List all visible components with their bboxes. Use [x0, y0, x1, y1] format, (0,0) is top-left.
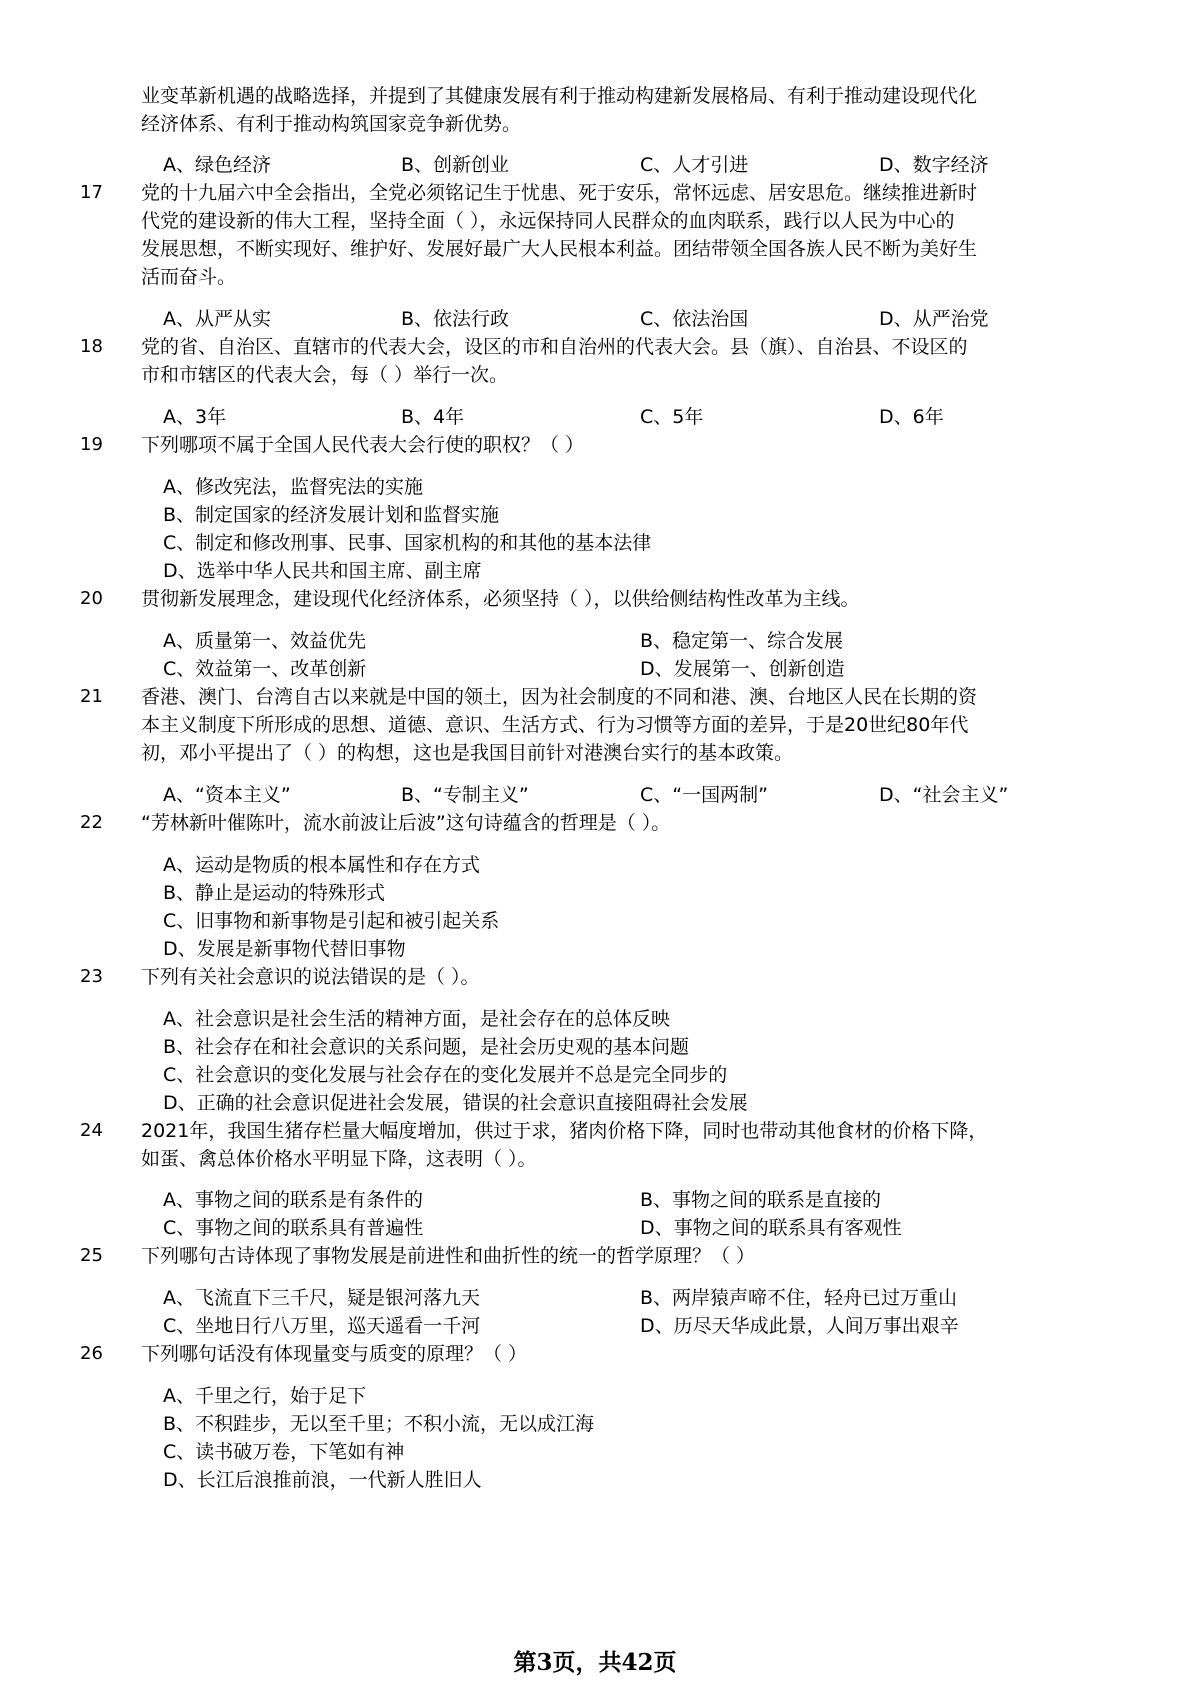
option-b: B、4年 [401, 406, 465, 428]
question-text-line: 下列哪句古诗体现了事物发展是前进性和曲折性的统一的哲学原理？（ ） [141, 1245, 756, 1267]
question-text-line: 业变革新机遇的战略选择，并提到了其健康发展有利于推动构建新发展格局、有利于推动建设现代化 [141, 85, 978, 107]
option-d: D、正确的社会意识促进社会发展，错误的社会意识直接阻碍社会发展 [163, 1092, 748, 1114]
option-d: D、6年 [879, 406, 944, 428]
option-d: D、长江后浪推前浪，一代新人胜旧人 [163, 1469, 482, 1491]
question-number: 22 [80, 812, 103, 833]
question-number: 25 [80, 1245, 103, 1266]
option-a: A、飞流直下三千尺，疑是银河落九天 [163, 1287, 480, 1309]
option-a: A、运动是物质的根本属性和存在方式 [163, 854, 480, 876]
question-text-line: 初，邓小平提出了（ ）的构想，这也是我国目前针对港澳台实行的基本政策。 [141, 742, 794, 764]
option-c: C、5年 [640, 406, 704, 428]
question-text-line: 本主义制度下所形成的思想、道德、意识、生活方式、行为习惯等方面的差异，于是20世纪80年代 [141, 714, 969, 736]
option-b: B、依法行政 [401, 308, 510, 330]
question-number: 19 [80, 434, 103, 455]
option-b: B、稳定第一、综合发展 [640, 630, 844, 652]
option-b: B、“专制主义” [401, 784, 529, 806]
option-c: C、读书破万卷，下笔如有神 [163, 1441, 405, 1463]
option-b: B、创新创业 [401, 154, 510, 176]
question-text-line: “芳林新叶催陈叶，流水前波让后波”这句诗蕴含的哲理是（ ）。 [141, 812, 671, 834]
option-d: D、从严治党 [879, 308, 989, 330]
question-text-line: 贯彻新发展理念，建设现代化经济体系，必须坚持（ ），以供给侧结构性改革为主线。 [141, 588, 860, 610]
question-number: 26 [80, 1343, 103, 1364]
option-a: A、从严从实 [163, 308, 271, 330]
option-b: B、制定国家的经济发展计划和监督实施 [163, 504, 500, 526]
option-d: D、事物之间的联系具有客观性 [640, 1217, 902, 1239]
option-d: D、发展第一、创新创造 [640, 658, 845, 680]
option-d: D、历尽天华成此景，人间万事出艰辛 [640, 1315, 959, 1337]
option-a: A、“资本主义” [163, 784, 291, 806]
option-d: D、数字经济 [879, 154, 989, 176]
option-c: C、人才引进 [640, 154, 749, 176]
question-text-line: 发展思想，不断实现好、维护好、发展好最广大人民根本利益。团结带领全国各族人民不断为美好生 [141, 238, 978, 260]
option-a: A、修改宪法，监督宪法的实施 [163, 476, 423, 498]
question-number: 21 [80, 686, 103, 707]
option-a: A、社会意识是社会生活的精神方面，是社会存在的总体反映 [163, 1008, 670, 1030]
option-a: A、3年 [163, 406, 227, 428]
option-c: C、制定和修改刑事、民事、国家机构的和其他的基本法律 [163, 532, 652, 554]
question-number: 18 [80, 336, 103, 357]
option-b: B、不积跬步，无以至千里；不积小流，无以成江海 [163, 1413, 595, 1435]
option-c: C、坐地日行八万里，巡天遥看一千河 [163, 1315, 481, 1337]
option-c: C、旧事物和新事物是引起和被引起关系 [163, 910, 500, 932]
question-text-line: 下列有关社会意识的说法错误的是（ ）。 [141, 966, 480, 988]
page-footer: 第3页，共42页 [513, 1649, 677, 1676]
option-b: B、两岸猿声啼不住，轻舟已过万重山 [640, 1287, 958, 1309]
option-b: B、事物之间的联系是直接的 [640, 1189, 882, 1211]
option-c: C、事物之间的联系具有普遍性 [163, 1217, 424, 1239]
option-b: B、静止是运动的特殊形式 [163, 882, 386, 904]
question-text-line: 市和市辖区的代表大会，每（ ）举行一次。 [141, 364, 509, 386]
option-b: B、社会存在和社会意识的关系问题，是社会历史观的基本问题 [163, 1036, 690, 1058]
option-d: D、“社会主义” [879, 784, 1009, 806]
option-a: A、千里之行，始于足下 [163, 1385, 366, 1407]
question-text-line: 活而奋斗。 [141, 266, 237, 288]
question-text-line: 党的省、自治区、直辖市的代表大会，设区的市和自治州的代表大会。县（旗）、自治县、不设区的 [141, 336, 968, 358]
question-text-line: 代党的建设新的伟大工程，坚持全面（ ），永远保持同人民群众的血肉联系，践行以人民为中心的 [141, 210, 955, 232]
option-c: C、依法治国 [640, 308, 749, 330]
question-number: 17 [80, 182, 103, 203]
question-text-line: 党的十九届六中全会指出，全党必须铭记生于忧患、死于安乐，常怀远虑、居安思危。继续推进新时 [141, 182, 978, 204]
question-number: 23 [80, 966, 103, 987]
option-c: C、社会意识的变化发展与社会存在的变化发展并不总是完全同步的 [163, 1064, 728, 1086]
question-text-line: 下列哪项不属于全国人民代表大会行使的职权？（ ） [141, 434, 585, 456]
option-a: A、质量第一、效益优先 [163, 630, 366, 652]
question-text-line: 如蛋、禽总体价格水平明显下降，这表明（ ）。 [141, 1148, 537, 1170]
question-number: 20 [80, 588, 103, 609]
option-c: C、效益第一、改革创新 [163, 658, 367, 680]
option-d: D、发展是新事物代替旧事物 [163, 938, 406, 960]
option-a: A、事物之间的联系是有条件的 [163, 1189, 423, 1211]
option-a: A、绿色经济 [163, 154, 271, 176]
question-text-line: 经济体系、有利于推动构筑国家竞争新优势。 [141, 113, 522, 135]
option-c: C、“一国两制” [640, 784, 768, 806]
question-text-line: 下列哪句话没有体现量变与质变的原理？（ ） [141, 1343, 528, 1365]
question-text-line: 香港、澳门、台湾自古以来就是中国的领土，因为社会制度的不同和港、澳、台地区人民在长期的资 [141, 686, 978, 708]
question-text-line: 2021年，我国生猪存栏量大幅度增加，供过于求，猪肉价格下降，同时也带动其他食材的价格下降， [141, 1120, 988, 1142]
question-number: 24 [80, 1120, 103, 1141]
option-d: D、选举中华人民共和国主席、副主席 [163, 560, 482, 582]
